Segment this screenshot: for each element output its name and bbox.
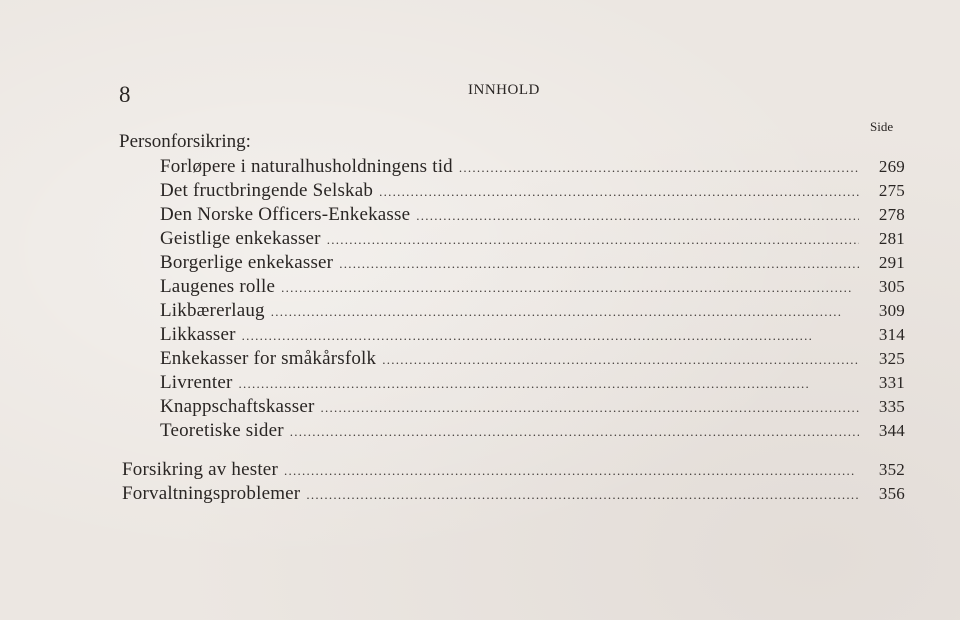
dot-leader — [290, 420, 859, 444]
toc-entry-title: Geistlige enkekasser — [160, 228, 321, 249]
running-head: INNHOLD — [468, 82, 540, 98]
dot-leader — [327, 228, 859, 252]
toc-entry — [160, 347, 905, 371]
toc-entry-page: 291 — [878, 253, 905, 272]
section-heading-personforsikring: Personforsikring: — [119, 131, 251, 152]
toc-entry-page: 309 — [878, 301, 905, 320]
toc-entry-title: Forløpere i naturalhusholdningens tid — [160, 156, 453, 177]
dot-leader — [271, 300, 859, 324]
toc-entry-page: 305 — [878, 277, 905, 296]
dot-leader — [242, 324, 859, 348]
dot-leader — [379, 180, 859, 204]
toc-entry — [160, 179, 905, 203]
toc-entry — [160, 251, 905, 275]
toc-entry — [160, 323, 905, 347]
dot-leader — [382, 348, 859, 372]
toc-entry — [160, 395, 905, 419]
dot-leader — [306, 483, 859, 507]
toc-entry-title: Forvaltningsproblemer — [122, 483, 301, 504]
toc-entry — [122, 458, 905, 482]
toc-entry-page: 269 — [878, 157, 905, 176]
toc-entry-page: 344 — [878, 421, 905, 440]
toc-entry-title: Laugenes rolle — [160, 276, 276, 297]
toc-entry-title: Likkasser — [160, 324, 236, 345]
toc-entry — [160, 275, 905, 299]
toc-entry — [122, 482, 905, 506]
toc-entry — [160, 227, 905, 251]
dot-leader — [459, 156, 859, 180]
side-column-label: Side — [870, 119, 894, 134]
toc-entry-page: 331 — [878, 373, 905, 392]
dot-leader — [238, 372, 859, 396]
toc-entry-title: Enkekasser for småkårsfolk — [160, 348, 377, 369]
toc-entry-title: Det fructbringende Selskab — [160, 180, 374, 201]
toc-entry-page: 278 — [878, 205, 905, 224]
dot-leader — [281, 276, 859, 300]
toc-entry-title: Den Norske Officers-Enkekasse — [160, 204, 411, 225]
toc-entry-page: 335 — [878, 397, 905, 416]
toc-entry-title: Likbærerlaug — [160, 300, 265, 321]
dot-leader — [284, 459, 859, 483]
toc-entry-page: 281 — [878, 229, 905, 248]
toc-entry — [160, 419, 905, 443]
toc-entry — [160, 299, 905, 323]
dot-leader — [321, 396, 860, 420]
toc-entry — [160, 155, 905, 179]
page-number: 8 — [119, 82, 131, 107]
toc-entry-page: 356 — [878, 484, 905, 503]
toc-entry-page: 325 — [878, 349, 905, 368]
toc-entry-title: Livrenter — [160, 372, 233, 393]
toc-entry-title: Borgerlige enkekasser — [160, 252, 334, 273]
toc-entry-title: Knappschaftskasser — [160, 396, 315, 417]
toc-entry-page: 352 — [878, 460, 905, 479]
toc-entry-title: Forsikring av hester — [122, 459, 278, 480]
toc-entry-title: Teoretiske sider — [160, 420, 284, 441]
toc-entry-page: 314 — [878, 325, 905, 344]
toc-entry — [160, 203, 905, 227]
toc-entry-page: 275 — [878, 181, 905, 200]
dot-leader — [416, 204, 859, 228]
dot-leader — [339, 252, 859, 276]
toc-entry — [160, 371, 905, 395]
